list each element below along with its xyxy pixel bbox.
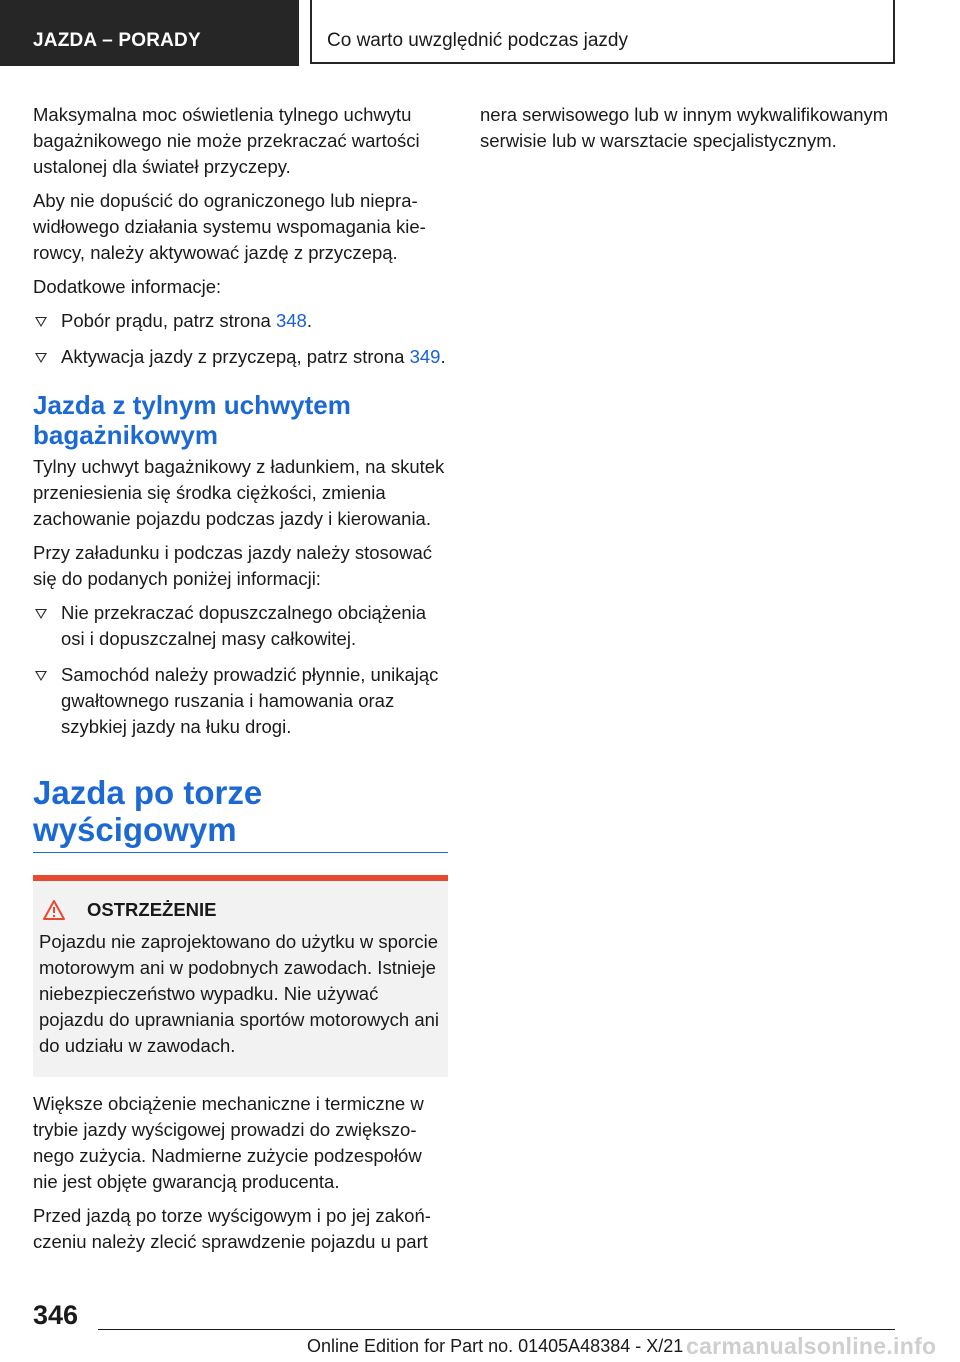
list-item [33,662,448,740]
page-number: 346 [33,1300,79,1330]
left-column [33,102,448,1263]
chapter-title: Co warto uwzględnić podczas jazdy [310,0,895,64]
triangle-bullet-icon [35,317,47,327]
section-heading: Jazda po torze wyścigowym [33,774,448,853]
list-item [33,600,448,652]
right-column [480,102,900,162]
paragraph: Większe obciążenie mechaniczne i termiczne w trybie jazdy wyścigowej prowadzi do zwiększonego zużycia. Nadmierne zużycie podzespołów nie jest objęte gwarancją producenta. [33,1093,424,1192]
warning-triangle-icon [43,900,65,920]
triangle-bullet-icon [35,671,47,681]
list-item-text: Nie przekraczać dopuszczalnego obciążenia osi i dopuszczalnej masy całkowitej. [61,602,427,649]
section-tab: JAZDA – PORADY [0,0,299,66]
paragraph: Przed jazdą po torze wyścigowym i po jej zakończeniu należy zlecić sprawdzenie pojazdu u part [33,1205,431,1252]
paragraph: Tylny uchwyt bagażnikowy z ładunkiem, na skutek przeniesienia się środka ciężkości, zmienia zachowanie pojazdu podczas jazdy i kierowania. [33,456,445,529]
list-item-text: Pobór prądu, patrz strona [61,310,276,331]
triangle-bullet-icon [35,353,47,363]
list-item-text: Samochód należy prowadzić płynnie, unikając gwałtownego ruszania i hamowania oraz szybkiej jazdy na łuku drogi. [61,664,439,737]
paragraph: Maksymalna moc oświetlenia tylnego uchwytu bagażnikowego nie może przekraczać wartości ustalonej dla świateł przyczepy. [33,104,420,177]
warning-title-row [39,897,440,923]
triangle-bullet-icon [35,609,47,619]
list-item: Pobór prądu, patrz strona 348. [33,308,448,334]
warning-text: Pojazdu nie zaprojektowano do użytku w sporcie motorowym ani w podobnych zawodach. Istnieje niebezpieczeństwo wypadku. Nie używać pojazdu do uprawniania sportów motorowych ani do udziału w zawodach. [39,931,440,1056]
watermark: carmanualsonline.info [686,1333,937,1359]
warning-box [33,875,448,1077]
paragraph: Aby nie dopuścić do ograniczonego lub nieprawidłowego działania systemu wspomagania kierowcy, należy aktywować jazdę z przyczepą. [33,190,426,263]
list-item-text: Aktywacja jazdy z przyczepą, patrz strona [61,346,410,367]
paragraph: nera serwisowego lub w innym wykwalifikowanym serwisie lub w warsztacie specjalistycznym. [480,104,889,151]
edition-text: Online Edition for Part no. 01405A48384 - X/21 [307,1336,684,1356]
page-link[interactable]: 348 [275,310,307,331]
load-rules-list [33,600,448,740]
subheading: Jazda z tylnym uchwytem bagażnikowym [33,390,351,450]
list-item: Aktywacja jazdy z przyczepą, patrz strona 349. [33,344,448,370]
warning-title: OSTRZEŻENIE [87,899,217,920]
more-info-list [33,308,448,370]
paragraph: Przy załadunku i podczas jazdy należy stosować się do podanych poniżej informacji: [33,542,432,589]
footer-divider [98,1329,895,1330]
page-header [0,0,960,66]
page-link[interactable]: 349 [409,346,441,367]
more-info-label: Dodatkowe informacje: [33,276,222,297]
